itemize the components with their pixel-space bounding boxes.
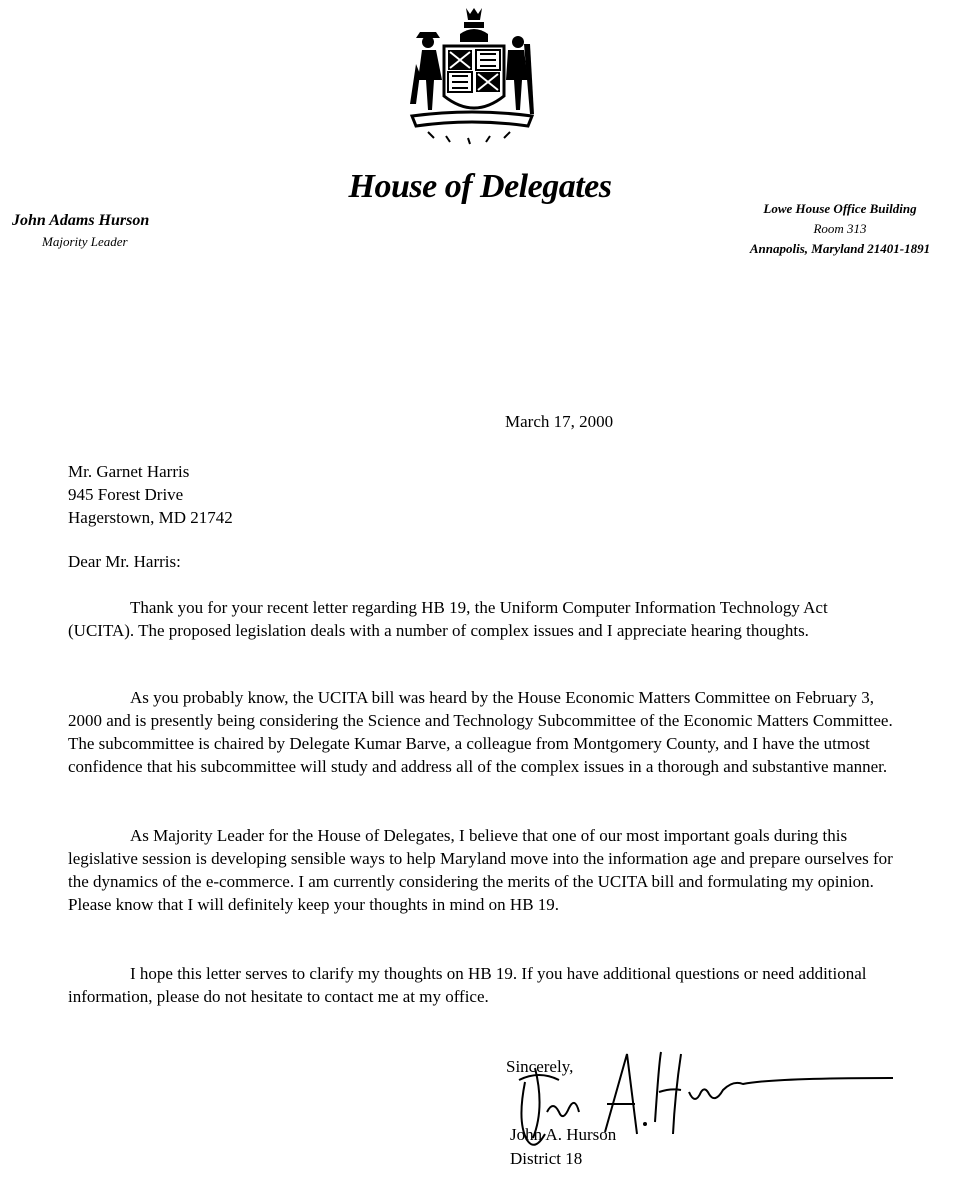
address-line-city: Annapolis, Maryland 21401-1891 xyxy=(749,241,931,256)
address-line-building: Lowe House Office Building xyxy=(763,201,917,216)
recipient-name: Mr. Garnet Harris xyxy=(68,462,190,481)
sender-title: Majority Leader xyxy=(42,234,128,249)
body-paragraph-2: As you probably know, the UCITA bill was heard by the House Economic Matters Committee on February 3, 2000 and is presently being considering the Science and Technology Subcommittee of the Economic Matters Committee. The subcommittee is chaired by Delegate Kumar Barve, a colleague from Montgomery County, and I have the utmost confidence that his subcommittee will study and address all of the complex issues in a thorough and substantive manner. xyxy=(68,688,893,776)
office-address xyxy=(720,199,960,259)
letter-date: March 17, 2000 xyxy=(505,412,614,431)
signer-district: District 18 xyxy=(510,1149,583,1168)
recipient-city: Hagerstown, MD 21742 xyxy=(68,508,233,527)
signer-name: John A. Hurson xyxy=(510,1125,617,1144)
body-paragraph-4: I hope this letter serves to clarify my thoughts on HB 19. If you have additional questions or need additional information, please do not hesitate to contact me at my office. xyxy=(68,964,867,1006)
salutation: Dear Mr. Harris: xyxy=(68,552,181,571)
sender-name: John Adams Hurson xyxy=(12,212,150,229)
body-paragraph-3: As Majority Leader for the House of Delegates, I believe that one of our most important goals during this legislative session is developing sensible ways to help Maryland move into the information age and prepare ourselves for the dynamics of the e-commerce. I am currently considering the merits of the UCITA bill and formulating my opinion. Please know that I will definitely keep your thoughts in mind on HB 19. xyxy=(68,826,893,914)
recipient-street: 945 Forest Drive xyxy=(68,485,184,504)
address-line-room: Room 313 xyxy=(813,221,867,236)
body-paragraph-1: Thank you for your recent letter regarding HB 19, the Uniform Computer Information Technology Act (UCITA). The proposed legislation deals with a number of complex issues and I appreciate hearing thoughts. xyxy=(68,598,828,640)
closing: Sincerely, xyxy=(506,1057,574,1076)
recipient-block xyxy=(68,460,233,529)
organization-title: House of Delegates xyxy=(348,168,612,205)
maryland-seal-icon xyxy=(398,4,546,152)
